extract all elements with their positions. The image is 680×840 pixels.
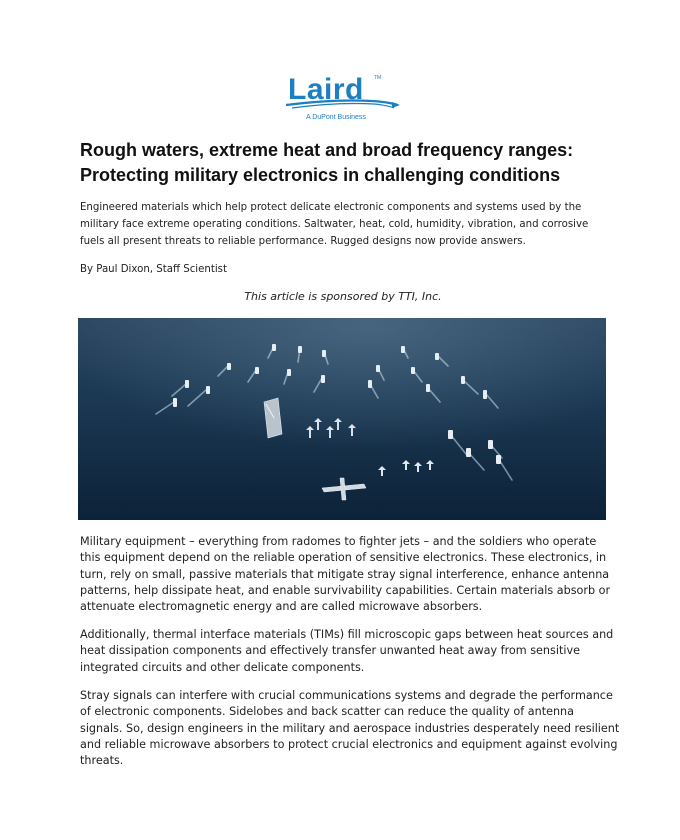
logo-trademark: TM: [374, 75, 382, 81]
logo-tagline: A DuPont Business: [306, 114, 366, 121]
article-intro: Engineered materials which help protect delicate electronic components and systems used by the military face extreme operating conditions. Saltwater, heat, cold, humidity, vibration, and corrosive fuels all present threats to reliable performance. Rugged designs now provide answers.: [80, 202, 589, 247]
company-logo: [284, 74, 404, 124]
logo-wordmark: Laird: [288, 73, 364, 106]
sponsor-note: This article is sponsored by TTI, Inc.: [244, 290, 442, 303]
article-title: Rough waters, extreme heat and broad frequency ranges: Protecting military electronics in challenging conditions: [80, 140, 574, 185]
logo-swoosh-icon: [284, 96, 404, 112]
article-byline: By Paul Dixon, Staff Scientist: [80, 264, 227, 275]
body-paragraph-1: Military equipment – everything from radomes to fighter jets – and the soldiers who operate this equipment depend on the reliable operation of sensitive electronics. These electronics, in turn, rely on small, passive materials that mitigate stray signal interference, enhance antenna patterns, help dissipate heat, and enable survivability capabilities. Certain materials absorb or attenuate electromagnetic energy and are called microwave absorbers.: [80, 535, 611, 614]
body-paragraph-3: Stray signals can interfere with crucial communications systems and degrade the performance of electronic components. Sidelobes and back scatter can reduce the quality of antenna signals. So, design engineers in the military and aerospace industries desperately need resilient and reliable microwave absorbers to protect crucial electronics and equipment against evolving threats.: [80, 689, 620, 768]
fleet-image: [78, 318, 606, 520]
naval-fleet-photo: [78, 318, 606, 520]
body-paragraph-2: Additionally, thermal interface materials (TIMs) fill microscopic gaps between heat sources and heat dissipation components and effectively transfer unwanted heat away from sensitive integrated circuits and other delicate components.: [80, 628, 614, 674]
